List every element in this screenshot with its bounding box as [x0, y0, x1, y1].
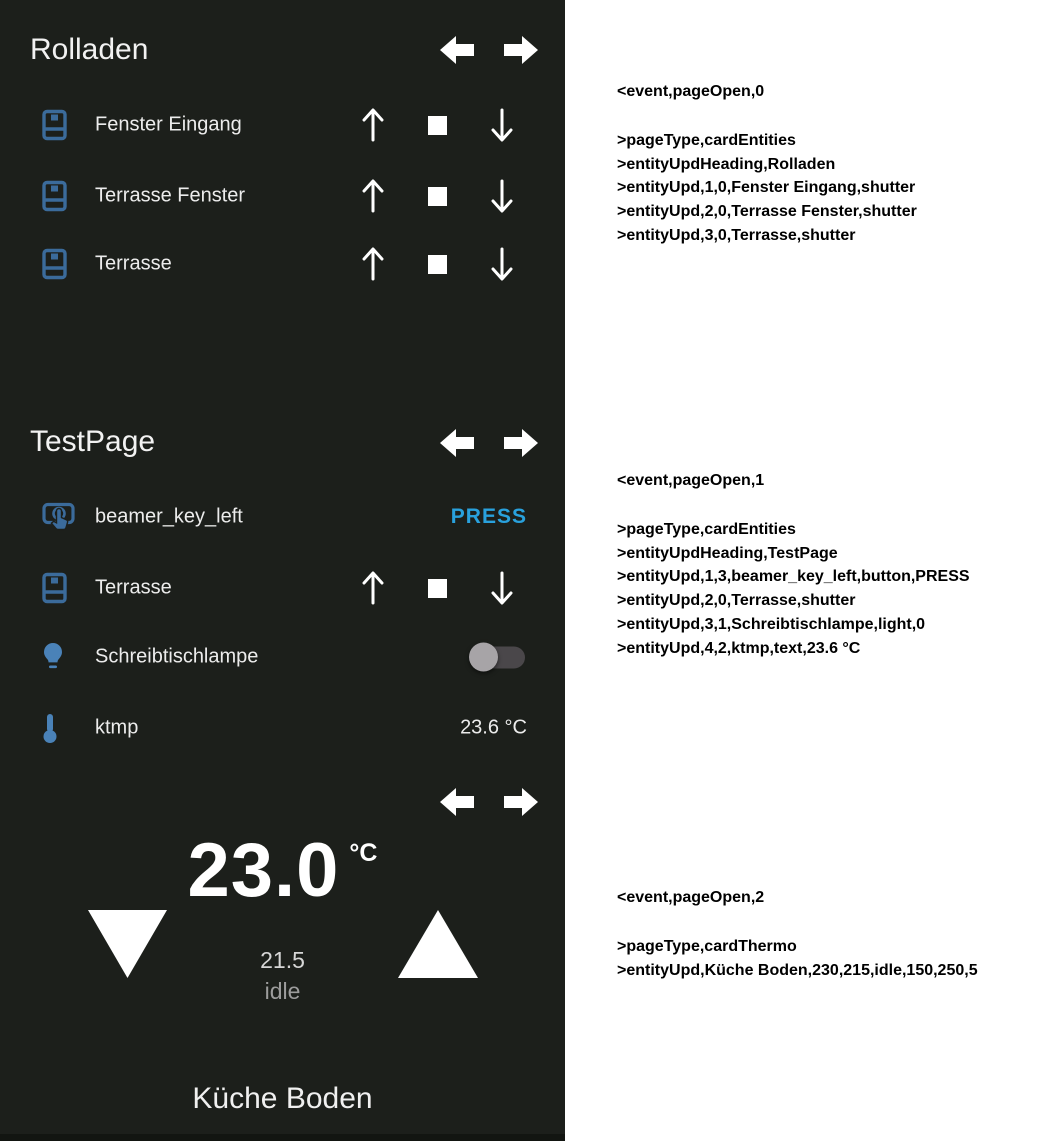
card2-heading: TestPage	[30, 425, 156, 458]
arrow-left-icon	[440, 446, 474, 463]
shutter-controls	[360, 245, 515, 283]
log-line: >entityUpd,1,0,Fenster Eingang,shutter	[617, 179, 916, 197]
entity-row	[0, 706, 565, 750]
shutter-up-button[interactable]	[360, 177, 386, 215]
arrow-left-icon	[440, 805, 474, 822]
shutter-down-button[interactable]	[489, 245, 515, 283]
arrow-left-icon	[440, 53, 474, 70]
shutter-up-button[interactable]	[360, 569, 386, 607]
entity-row	[0, 174, 565, 218]
target-temperature: 21.5	[260, 947, 305, 973]
card3-next-page-button[interactable]	[504, 786, 538, 818]
window-shutter-icon	[42, 110, 67, 141]
press-button[interactable]: PRESS	[450, 505, 527, 528]
card2-prev-page-button[interactable]	[440, 427, 474, 459]
lightbulb-icon	[42, 642, 64, 672]
card1-heading: Rolladen	[30, 33, 149, 66]
shutter-up-button[interactable]	[360, 106, 386, 144]
protocol-log-block-2	[617, 469, 970, 660]
arrow-right-icon	[504, 446, 538, 463]
entity-label: ktmp	[95, 716, 139, 739]
protocol-log-block-1	[617, 80, 917, 248]
arrow-right-icon	[504, 53, 538, 70]
current-temperature	[0, 828, 565, 913]
light-toggle-switch[interactable]	[469, 643, 525, 672]
window-shutter-icon	[42, 181, 67, 212]
shutter-controls	[360, 177, 515, 215]
current-temperature-value: 23.0	[187, 828, 340, 913]
entity-label: Terrasse	[95, 252, 172, 275]
card2-next-page-button[interactable]	[504, 427, 538, 459]
log-line: >entityUpd,3,1,Schreibtischlampe,light,0	[617, 615, 926, 633]
log-line: >pageType,cardEntities	[617, 521, 796, 538]
entity-row	[0, 242, 565, 286]
shutter-stop-button[interactable]	[428, 255, 447, 274]
log-event-line: <event,pageOpen,2	[617, 889, 765, 906]
shutter-down-button[interactable]	[489, 569, 515, 607]
thermostat-state: idle	[264, 978, 301, 1004]
gesture-tap-button-icon	[42, 501, 75, 534]
log-line: >pageType,cardEntities	[617, 132, 796, 149]
temperature-unit: °C	[349, 839, 378, 867]
entity-label: Terrasse	[95, 576, 172, 599]
shutter-controls	[360, 106, 515, 144]
toggle-knob	[469, 643, 498, 672]
log-line: >entityUpd,3,0,Terrasse,shutter	[617, 226, 856, 244]
card1-next-page-button[interactable]	[504, 34, 538, 66]
shutter-stop-button[interactable]	[428, 187, 447, 206]
log-line: >entityUpd,Küche Boden,230,215,idle,150,250,5	[617, 961, 978, 979]
thermostat-title: Küche Boden	[192, 1082, 373, 1115]
log-line: >entityUpdHeading,Rolladen	[617, 155, 836, 173]
entity-label: Schreibtischlampe	[95, 645, 259, 668]
log-line: >pageType,cardThermo	[617, 938, 797, 955]
entity-label: Fenster Eingang	[95, 113, 242, 136]
shutter-stop-button[interactable]	[428, 579, 447, 598]
log-line: >entityUpd,4,2,ktmp,text,23.6 °C	[617, 639, 861, 657]
log-event-line: <event,pageOpen,0	[617, 83, 765, 100]
log-line: >entityUpd,1,3,beamer_key_left,button,PRESS	[617, 568, 970, 586]
shutter-stop-button[interactable]	[428, 116, 447, 135]
window-shutter-icon	[42, 573, 67, 604]
shutter-controls	[360, 569, 515, 607]
entity-row	[0, 495, 565, 539]
log-line: >entityUpd,2,0,Terrasse,shutter	[617, 592, 856, 610]
card3-prev-page-button[interactable]	[440, 786, 474, 818]
entity-row	[0, 635, 565, 679]
shutter-down-button[interactable]	[489, 106, 515, 144]
entity-row	[0, 103, 565, 147]
panel-bottom-strip	[0, 1134, 565, 1141]
log-line: >entityUpd,2,0,Terrasse Fenster,shutter	[617, 203, 917, 221]
shutter-down-button[interactable]	[489, 177, 515, 215]
log-line: >entityUpdHeading,TestPage	[617, 544, 838, 562]
log-event-line: <event,pageOpen,1	[617, 472, 765, 489]
card1-prev-page-button[interactable]	[440, 34, 474, 66]
entity-row	[0, 566, 565, 610]
entity-label: Terrasse Fenster	[95, 184, 246, 207]
arrow-right-icon	[504, 805, 538, 822]
shutter-up-button[interactable]	[360, 245, 386, 283]
thermometer-icon	[42, 712, 58, 744]
protocol-log-block-3	[617, 886, 978, 982]
sensor-value: 23.6 °C	[460, 716, 527, 739]
entity-label: beamer_key_left	[95, 505, 243, 528]
window-shutter-icon	[42, 249, 67, 280]
